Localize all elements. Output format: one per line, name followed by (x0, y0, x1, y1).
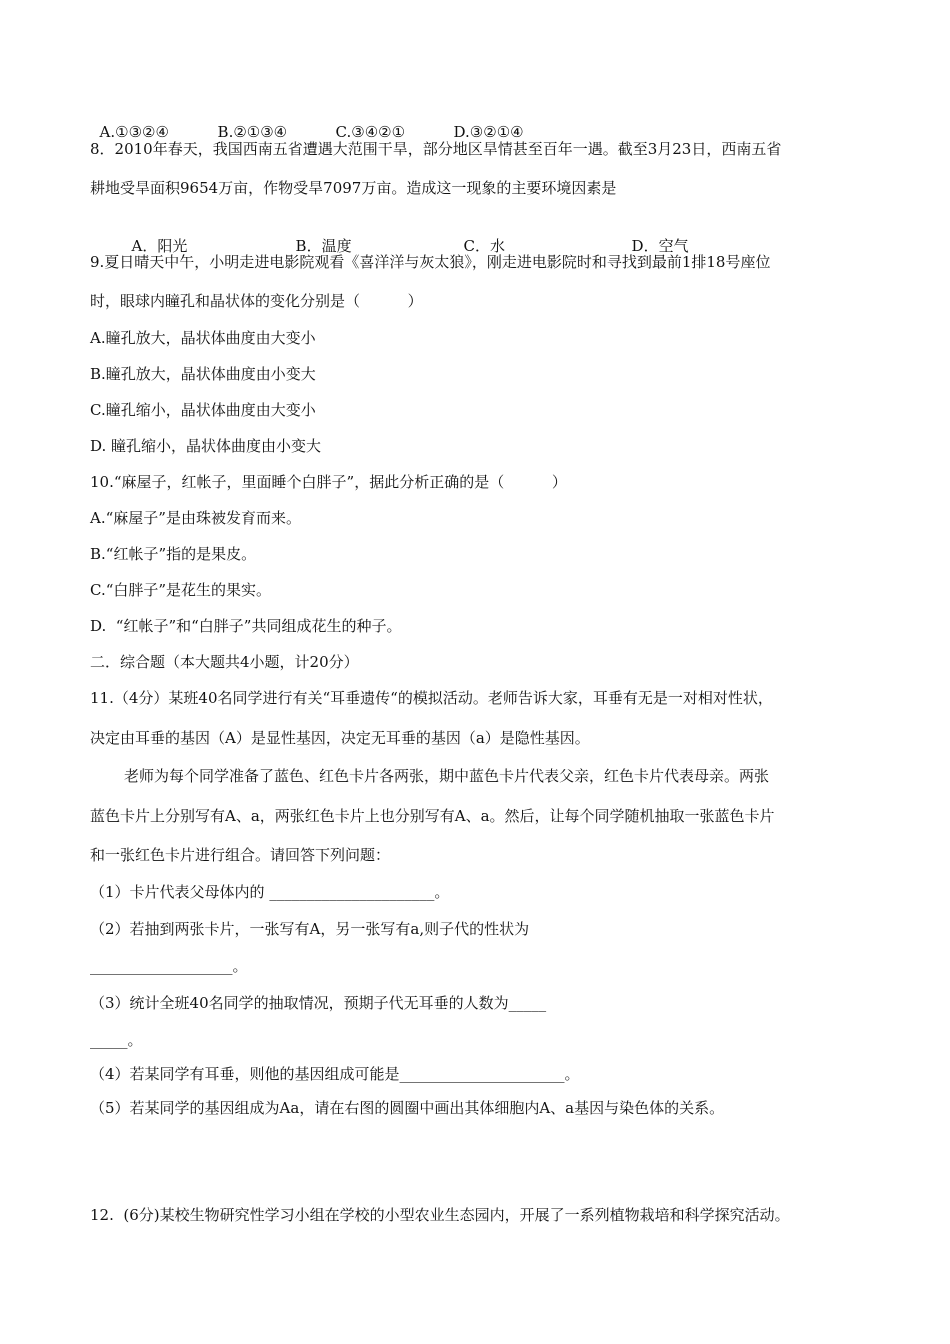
q8-line-2: 耕地受旱面积9654万亩，作物受旱7097万亩。造成这一现象的主要环境因素是 (90, 179, 617, 197)
q10-option-b: B.“红帐子”指的是果皮。 (90, 545, 257, 563)
q9-option-b: B.瞳孔放大，晶状体曲度由小变大 (90, 365, 316, 383)
q11-line-1: 11.（4分）某班40名同学进行有关“耳垂遗传“的模拟活动。老师告诉大家，耳垂有无是一对相对性状， (90, 689, 773, 707)
q7-option-a: A.①③②④ (99, 123, 169, 141)
q9-option-d: D. 瞳孔缩小，晶状体曲度由小变大 (90, 437, 322, 455)
section-2-heading: 二．综合题（本大题共4小题，计20分） (90, 653, 359, 671)
q9-line-1: 9.夏日晴天中午，小明走进电影院观看《喜洋洋与灰太狼》，刚走进电影院时和寻找到最前1排18号座位 (90, 253, 771, 271)
q10-option-c: C.“白胖子”是花生的果实。 (90, 581, 272, 599)
q8-option-b: B．温度 (295, 237, 352, 255)
q9-option-a: A.瞳孔放大，晶状体曲度由大变小 (90, 329, 316, 347)
q11-line-4: 蓝色卡片上分别写有A、a，两张红色卡片上也分别写有A、a。然后，让每个同学随机抽取一张蓝色卡片 (90, 807, 775, 825)
q11-line-2: 决定由耳垂的基因（A）是显性基因，决定无耳垂的基因（a）是隐性基因。 (90, 729, 590, 747)
q11-sub-2-blank: ___________________。 (90, 957, 248, 975)
q9-line-2: 时，眼球内瞳孔和晶状体的变化分别是（ ） (90, 292, 423, 310)
q7-option-b: B.②①③④ (217, 123, 288, 141)
q11-line-3: 老师为每个同学准备了蓝色、红色卡片各两张，期中蓝色卡片代表父亲，红色卡片代表母亲。两张 (124, 767, 770, 785)
q11-sub-3-blank: _____。 (90, 1031, 143, 1049)
q8-option-c: C．水 (463, 237, 506, 255)
q11-sub-5: （5）若某同学的基因组成为Aa，请在右图的圆圈中画出其体细胞内A、a基因与染色体的关系。 (90, 1099, 725, 1117)
q10-line-1: 10.“麻屋子，红帐子，里面睡个白胖子”，据此分析正确的是（ ） (90, 473, 567, 491)
q8-option-a: A．阳光 (131, 237, 188, 255)
q7-option-c: C.③④②① (335, 123, 406, 141)
q8-options (122, 216, 689, 256)
q12-line-1: 12. (6分)某校生物研究性学习小组在学校的小型农业生态园内，开展了一系列植物栽培和科学探究活动。 (90, 1206, 790, 1224)
q7-options (90, 102, 524, 142)
q11-sub-3: （3）统计全班40名同学的抽取情况，预期子代无耳垂的人数为_____ (90, 994, 547, 1012)
q11-sub-1: （1）卡片代表父母体内的 ______________________。 (90, 883, 450, 901)
q11-line-5: 和一张红色卡片进行组合。请回答下列问题： (90, 846, 391, 864)
q10-option-d: D. “红帐子”和“白胖子”共同组成花生的种子。 (90, 617, 402, 635)
q11-sub-4: （4）若某同学有耳垂，则他的基因组成可能是______________________。 (90, 1065, 580, 1083)
q11-sub-2: （2）若抽到两张卡片，一张写有A，另一张写有a,则子代的性状为 (90, 920, 530, 938)
q10-option-a: A.“麻屋子”是由珠被发育而来。 (90, 509, 301, 527)
q8-line-1: 8．2010年春天，我国西南五省遭遇大范围干旱，部分地区旱情甚至百年一遇。截至3月23日，西南五省 (90, 140, 782, 158)
q8-option-d: D．空气 (631, 237, 689, 255)
q9-option-c: C.瞳孔缩小，晶状体曲度由大变小 (90, 401, 316, 419)
q7-option-d: D.③②①④ (453, 123, 524, 141)
